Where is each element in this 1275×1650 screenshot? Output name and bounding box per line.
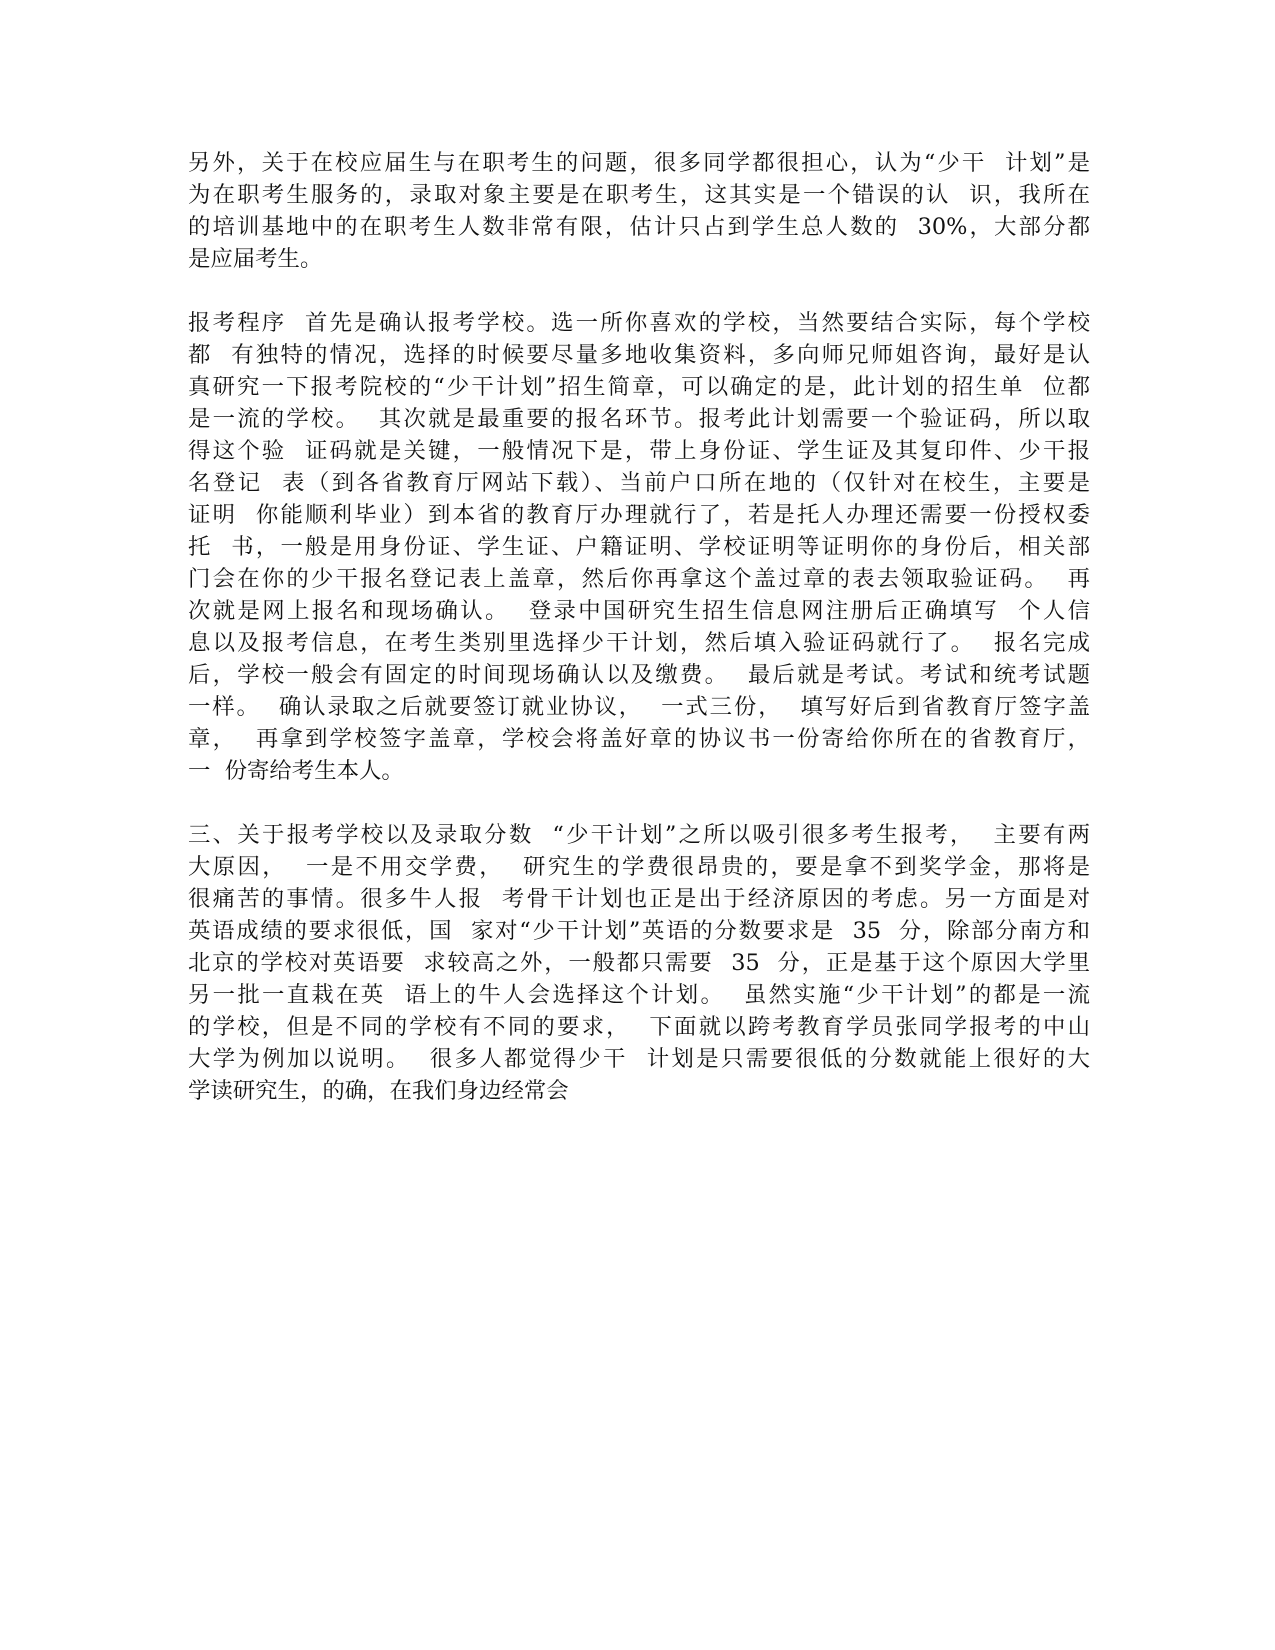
text-line: 为在职考生服务的，录取对象主要是在职考生，这其实是一个错误的认 识，我所在: [188, 182, 1090, 208]
text-line: 真研究一下报考院校的“少干计划”招生简章，可以确定的是，此计划的招生单 位都: [188, 374, 1090, 400]
text-line: 证明 你能顺利毕业）到本省的教育厅办理就行了，若是托人办理还需要一份授权委: [188, 502, 1090, 528]
text-line: 报考程序 首先是确认报考学校。选一所你喜欢的学校，当然要结合实际，每个学校: [188, 310, 1090, 336]
text-line: 托 书，一般是用身份证、学生证、户籍证明、学校证明等证明你的身份后，相关部: [188, 534, 1090, 560]
paragraph-application-procedure: [188, 307, 1090, 787]
text-line: 是一流的学校。 其次就是最重要的报名环节。报考此计划需要一个验证码，所以取: [188, 406, 1090, 432]
text-line: 后，学校一般会有固定的时间现场确认以及缴费。 最后就是考试。考试和统考试题: [188, 662, 1090, 688]
paragraph-schools-and-scores: [188, 819, 1090, 1107]
text-line: 另外，关于在校应届生与在职考生的问题，很多同学都很担心，认为“少干 计划”是: [188, 150, 1090, 176]
paragraph-candidates: [188, 147, 1090, 275]
text-line: 的学校，但是不同的学校有不同的要求， 下面就以跨考教育学员张同学报考的中山: [188, 1014, 1090, 1040]
text-line: 一样。 确认录取之后就要签订就业协议， 一式三份， 填写好后到省教育厅签字盖: [188, 694, 1090, 720]
text-line: 的培训基地中的在职考生人数非常有限，估计只占到学生总人数的 30%，大部分都: [188, 214, 1090, 240]
text-line: 另一批一直栽在英 语上的牛人会选择这个计划。 虽然实施“少干计划”的都是一流: [188, 982, 1090, 1008]
text-line: 学读研究生，的确，在我们身边经常会: [188, 1078, 569, 1104]
text-line: 大原因， 一是不用交学费， 研究生的学费很昂贵的，要是拿不到奖学金，那将是: [188, 854, 1090, 880]
text-line: 门会在你的少干报名登记表上盖章，然后你再拿这个盖过章的表去领取验证码。 再: [188, 566, 1090, 592]
text-line: 都 有独特的情况，选择的时候要尽量多地收集资料，多向师兄师姐咨询，最好是认: [188, 342, 1090, 368]
text-line: 次就是网上报名和现场确认。 登录中国研究生招生信息网注册后正确填写 个人信: [188, 598, 1090, 624]
text-line: 章， 再拿到学校签字盖章，学校会将盖好章的协议书一份寄给你所在的省教育厅，: [188, 726, 1090, 752]
text-line: 很痛苦的事情。很多牛人报 考骨干计划也正是出于经济原因的考虑。另一方面是对: [188, 886, 1090, 912]
text-line: 名登记 表（到各省教育厅网站下载）、当前户口所在地的（仅针对在校生，主要是: [188, 470, 1090, 496]
text-line: 一 份寄给考生本人。: [188, 758, 404, 784]
text-line: 三、关于报考学校以及录取分数 “少干计划”之所以吸引很多考生报考， 主要有两: [188, 822, 1090, 848]
text-line: 北京的学校对英语要 求较高之外，一般都只需要 35 分，正是基于这个原因大学里: [188, 950, 1090, 976]
text-line: 息以及报考信息，在考生类别里选择少干计划，然后填入验证码就行了。 报名完成: [188, 630, 1090, 656]
text-line: 大学为例加以说明。 很多人都觉得少干 计划是只需要很低的分数就能上很好的大: [188, 1046, 1090, 1072]
text-line: 英语成绩的要求很低，国 家对“少干计划”英语的分数要求是 35 分，除部分南方和: [188, 918, 1090, 944]
text-line: 是应届考生。: [188, 246, 323, 272]
text-line: 得这个验 证码就是关键，一般情况下是，带上身份证、学生证及其复印件、少干报: [188, 438, 1090, 464]
